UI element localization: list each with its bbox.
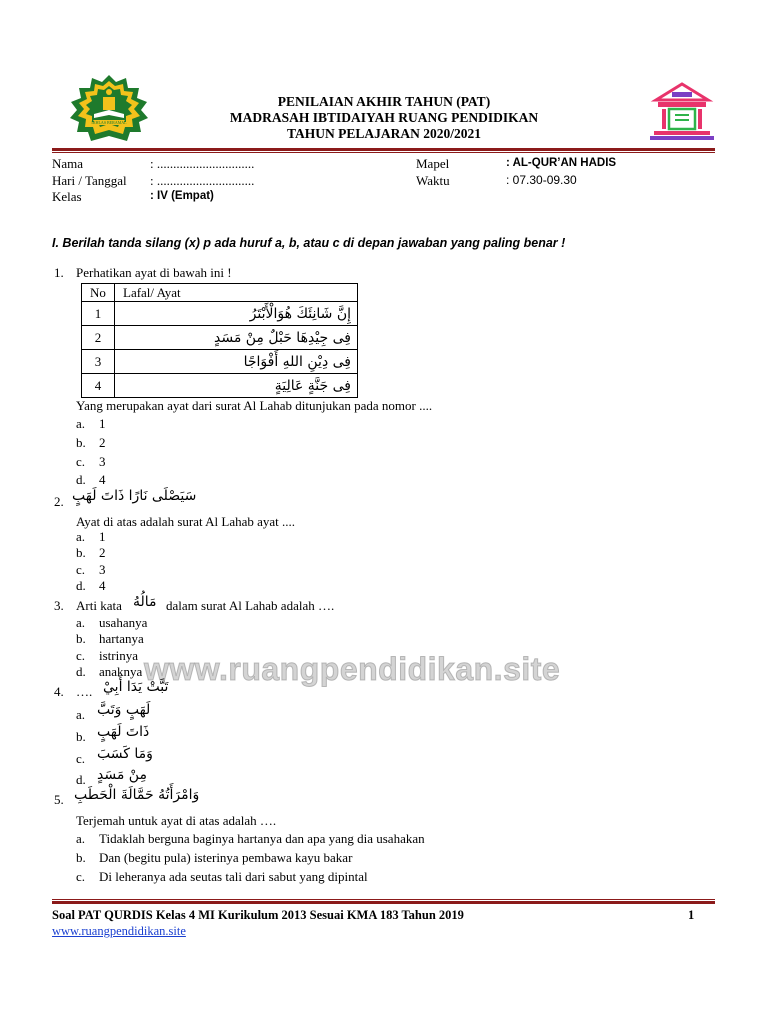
q3-option-a[interactable]: usahanya	[99, 615, 148, 630]
hari-label: Hari / Tanggal	[52, 173, 127, 188]
footer-link[interactable]: www.ruangpendidikan.site	[52, 924, 186, 938]
q5-arabic: وَامْرَأَتُهُ حَمَّالَةَ الْحَطَبِ	[74, 787, 200, 803]
q1-option-c[interactable]: 3	[99, 454, 106, 469]
q4-number: 4.	[54, 684, 64, 699]
nama-field: : ..............................	[150, 156, 255, 171]
q5-number: 5.	[54, 792, 64, 807]
q2-option-a-label: a.	[76, 529, 86, 544]
q4-arabic: تَبَّتْ يَدَا أَبِيْ	[103, 679, 169, 695]
table-row-no: 3	[82, 350, 115, 374]
table-row-ayat: فِى دِيْنِ اللهِ أَفْوَاجًا	[115, 350, 358, 374]
q5-option-c-label: c.	[76, 869, 86, 884]
q4-option-c-label: c.	[76, 751, 86, 766]
waktu-value: : 07.30-09.30	[506, 173, 577, 187]
q3-option-a-label: a.	[76, 615, 86, 630]
q1-option-c-label: c.	[76, 454, 86, 469]
header-line-1: PENILAIAN AKHIR TAHUN (PAT)	[277, 94, 491, 109]
q5-option-a[interactable]: Tidaklah berguna baginya hartanya dan apa yang dia usahakan	[99, 831, 425, 846]
footer-text: Soal PAT QURDIS Kelas 4 MI Kurikulum 2013 Sesuai KMA 183 Tahun 2019	[52, 908, 464, 922]
page-number: 1	[688, 908, 695, 922]
q1-option-d[interactable]: 4	[99, 472, 106, 487]
q1-option-b[interactable]: 2	[99, 435, 106, 450]
q4-option-a-label: a.	[76, 707, 86, 722]
q2-option-d[interactable]: 4	[99, 578, 106, 593]
q1-followup: Yang merupakan ayat dari surat Al Lahab ditunjukan pada nomor ....	[76, 398, 433, 413]
q4-option-c[interactable]: وَمَا كَسَبَ	[97, 746, 153, 762]
header-line-2: MADRASAH IBTIDAIYAH RUANG PENDIDIKAN	[229, 110, 539, 125]
q3-arabic: مَالُهُ	[133, 594, 157, 610]
watermark: www.ruangpendidikan.site	[144, 651, 561, 687]
q2-option-c[interactable]: 3	[99, 562, 106, 577]
q4-option-d-label: d.	[76, 772, 86, 787]
nama-label: Nama	[52, 156, 84, 171]
q1-number: 1.	[54, 265, 64, 280]
q2-option-b-label: b.	[76, 545, 86, 560]
q5-option-c[interactable]: Di leheranya ada seutas tali dari sabut yang dipintal	[99, 869, 368, 884]
q4-option-b[interactable]: ذَاتَ لَهَبٍ	[97, 724, 150, 740]
footer-rule-thick	[52, 901, 715, 904]
q5-option-b-label: b.	[76, 850, 86, 865]
table-row-no: 2	[82, 326, 115, 350]
q3-option-c-label: c.	[76, 648, 86, 663]
q1-option-b-label: b.	[76, 435, 86, 450]
header-rule-thin	[52, 152, 715, 153]
q4-option-d[interactable]: مِنْ مَسَدٍ	[97, 767, 147, 783]
ayat-table	[81, 283, 358, 398]
header-line-3: TAHUN PELAJARAN 2020/2021	[286, 126, 481, 141]
q1-text: Perhatikan ayat di bawah ini !	[76, 265, 232, 280]
q3-number: 3.	[54, 598, 64, 613]
q3-text-b: dalam surat Al Lahab adalah ….	[166, 598, 335, 613]
waktu-label: Waktu	[416, 173, 450, 188]
q2-option-b[interactable]: 2	[99, 545, 106, 560]
instruction: I. Berilah tanda silang (x) p ada huruf a, b, atau c di depan jawaban yang paling benar !	[52, 236, 566, 250]
q5-option-b[interactable]: Dan (begitu pula) isterinya pembawa kayu bakar	[99, 850, 353, 865]
mapel-value: : AL-QUR’AN HADIS	[506, 157, 617, 169]
q4-option-b-label: b.	[76, 729, 86, 744]
q1-option-a[interactable]: 1	[99, 416, 106, 431]
table-row-no: 4	[82, 374, 115, 398]
q2-number: 2.	[54, 494, 64, 509]
q3-option-d[interactable]: anaknya	[99, 664, 143, 679]
q2-text: Ayat di atas adalah surat Al Lahab ayat ....	[76, 514, 296, 529]
q2-option-c-label: c.	[76, 562, 86, 577]
table-header-ayat: Lafal/ Ayat	[115, 284, 358, 302]
table-row-ayat: فِى جَنَّةٍ عَالِيَةٍ	[115, 374, 358, 398]
q3-option-b[interactable]: hartanya	[99, 631, 144, 646]
mapel-label: Mapel	[416, 156, 450, 171]
q2-option-a[interactable]: 1	[99, 529, 106, 544]
kelas-label: Kelas	[52, 189, 82, 204]
q5-option-a-label: a.	[76, 831, 86, 846]
table-row-ayat: فِى جِيْدِهَا حَبْلٌ مِنْ مَسَدٍ	[115, 326, 358, 350]
hari-field: : ..............................	[150, 173, 255, 188]
q1-option-a-label: a.	[76, 416, 86, 431]
q5-text: Terjemah untuk ayat di atas adalah ….	[76, 813, 277, 828]
q2-arabic: سَيَصْلَى نَارًا ذَاتَ لَهَبٍ	[72, 488, 197, 504]
q1-option-d-label: d.	[76, 472, 86, 487]
q4-dots: ….	[76, 684, 93, 699]
q3-option-d-label: d.	[76, 664, 86, 679]
table-row-ayat: إِنَّ شَانِئَكَ هُوَالْأَبْتَرُ	[115, 302, 358, 326]
svg-text:IKHLAS BERAMAL: IKHLAS BERAMAL	[91, 120, 127, 125]
q3-text-a: Arti kata	[76, 598, 122, 613]
kelas-value: : IV (Empat)	[150, 190, 214, 202]
q3-option-b-label: b.	[76, 631, 86, 646]
table-row-no: 1	[82, 302, 115, 326]
table-header-no: No	[82, 284, 115, 302]
footer-rule	[52, 899, 715, 900]
q4-option-a[interactable]: لَهَبٍ وَتَبَّ	[97, 702, 151, 718]
header-rule	[52, 148, 715, 151]
q3-option-c[interactable]: istrinya	[99, 648, 138, 663]
q2-option-d-label: d.	[76, 578, 86, 593]
